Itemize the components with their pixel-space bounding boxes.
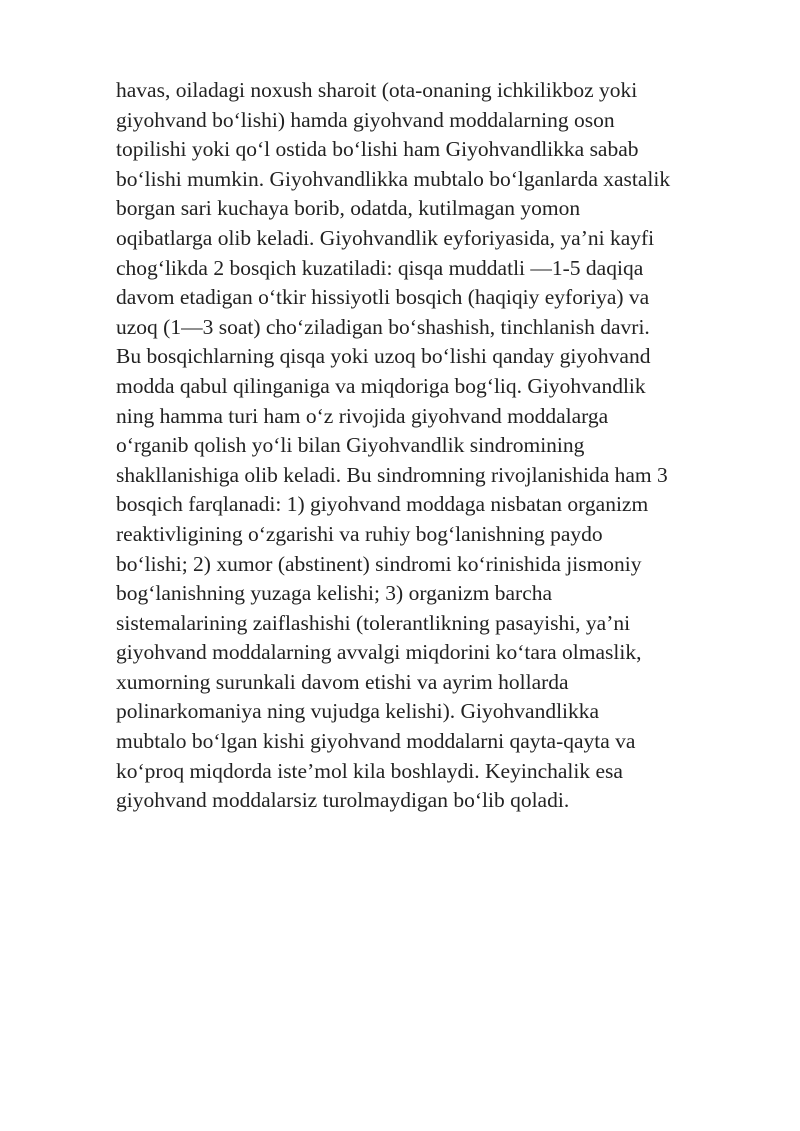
text-line: polinarkomaniya ning vujudga kelishi). Giyohvandlikka	[116, 699, 600, 724]
text-line: sistemalarining zaiflashishi (tolerantlikning pasayishi, ya’ni	[116, 610, 631, 635]
text-line: reaktivligining o‘zgarishi va ruhiy bog‘lanishning paydo	[116, 521, 603, 546]
body-paragraph	[116, 76, 756, 816]
text-line: giyohvand bo‘lishi) hamda giyohvand moddalarning oson	[116, 107, 615, 132]
text-line: bo‘lishi mumkin. Giyohvandlikka mubtalo bo‘lganlarda xastalik	[116, 166, 671, 191]
text-line: mubtalo bo‘lgan kishi giyohvand moddalarni qayta-qayta va	[116, 729, 636, 754]
text-line: ning hamma turi ham o‘z rivojida giyohvand moddalarga	[116, 403, 609, 428]
text-line: modda qabul qilinganiga va miqdoriga bog‘liq. Giyohvandlik	[116, 373, 646, 398]
text-line: Bu bosqichlarning qisqa yoki uzoq bo‘lishi qanday giyohvand	[116, 344, 651, 369]
text-line: davom etadigan o‘tkir hissiyotli bosqich (haqiqiy eyforiya) va	[116, 285, 650, 310]
text-line: bo‘lishi; 2) xumor (abstinent) sindromi ko‘rinishida jismoniy	[116, 551, 642, 576]
text-line: oqibatlarga olib keladi. Giyohvandlik eyforiyasida, ya’ni kayfi	[116, 225, 655, 250]
text-line: uzoq (1—3 soat) cho‘ziladigan bo‘shashish, tinchlanish davri.	[116, 314, 650, 339]
text-line: giyohvand moddalarsiz turolmaydigan bo‘lib qoladi.	[116, 788, 570, 813]
text-line: xumorning surunkali davom etishi va ayrim hollarda	[116, 669, 569, 694]
text-line: o‘rganib qolish yo‘li bilan Giyohvandlik sindromining	[116, 433, 585, 458]
text-line: shakllanishiga olib keladi. Bu sindromning rivojlanishida ham 3	[116, 462, 668, 487]
text-line: borgan sari kuchaya borib, odatda, kutilmagan yomon	[116, 196, 581, 221]
text-line: chog‘likda 2 bosqich kuzatiladi: qisqa muddatli —1-5 daqiqa	[116, 255, 644, 280]
text-line: bosqich farqlanadi: 1) giyohvand moddaga nisbatan organizm	[116, 492, 649, 517]
text-line: topilishi yoki qo‘l ostida bo‘lishi ham Giyohvandlikka sabab	[116, 137, 639, 162]
text-line: ko‘proq miqdorda iste’mol kila boshlaydi. Keyinchalik esa	[116, 758, 623, 783]
text-line: giyohvand moddalarning avvalgi miqdorini ko‘tara olmaslik,	[116, 640, 642, 665]
text-line: bog‘lanishning yuzaga kelishi; 3) organizm barcha	[116, 581, 553, 606]
text-line: havas, oiladagi noxush sharoit (ota-onaning ichkilikboz yoki	[116, 78, 638, 102]
